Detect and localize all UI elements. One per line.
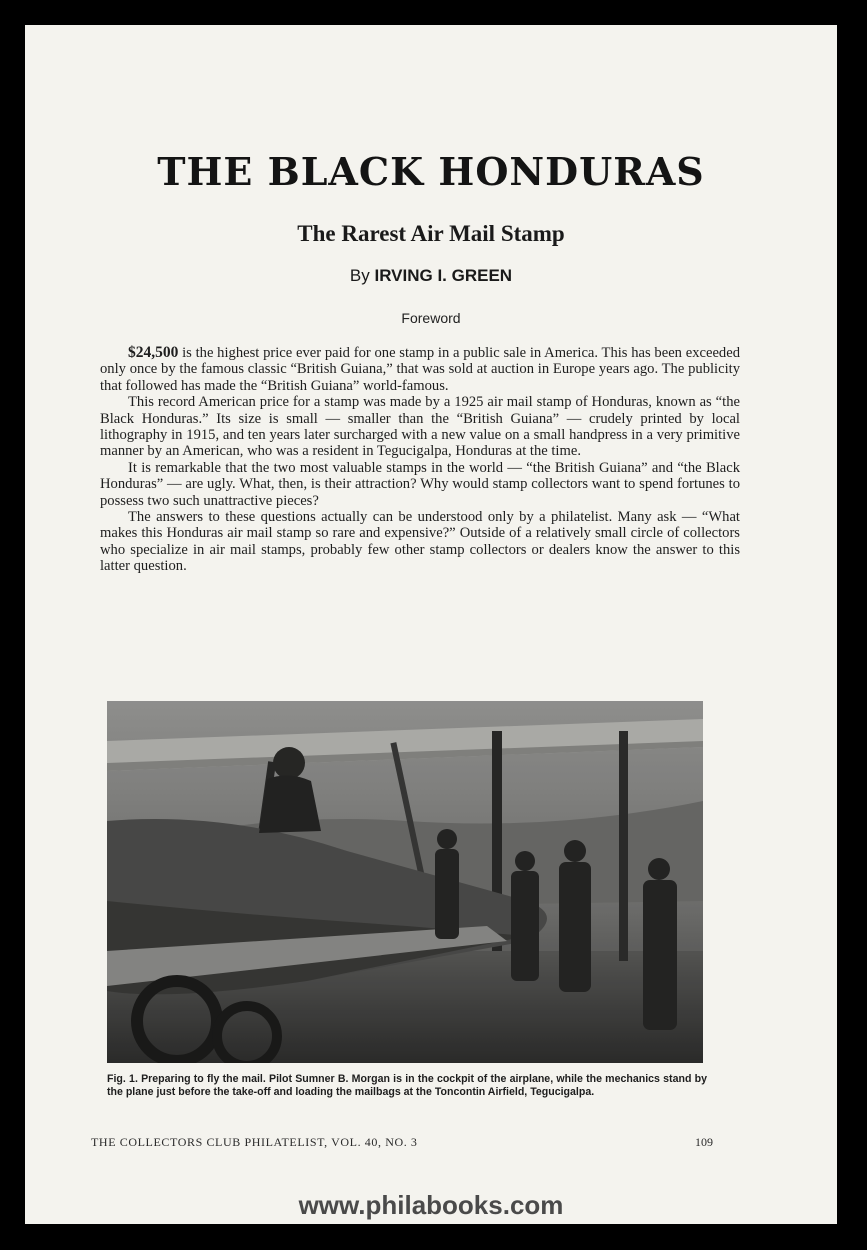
paragraph-3: It is remarkable that the two most valuable stamps in the world — “the British Guiana” and “the Black Honduras” — are ugly. What, then, is their attraction? Why would stamp collectors want to spend fortunes to possess two such unattractive pieces? [100,459,740,509]
byline-prefix: By [349,266,375,285]
paragraph-2: This record American price for a stamp was made by a 1925 air mail stamp of Honduras, known as “the Black Honduras.” Its size is small — smaller than the “British Guiana” — crudely printed by local lithography in 1915, and ten years later surcharged with a new value on a small handpress in a very primitive manner by an American, who was a resident in Tegucigalpa, Honduras at the time. [100,394,740,460]
airplane-photo-illustration [107,701,703,1063]
article-subtitle: The Rarest Air Mail Stamp [297,221,565,246]
document-page [25,25,837,1224]
page-footer [91,1135,713,1150]
watermark-url: www.philabooks.com [298,1190,564,1220]
paragraph-1 [100,345,740,394]
airplane-photo [107,701,703,1063]
paragraph-1-text: is the highest price ever paid for one stamp in a public sale in America. This has been exceeded only once by the famous classic “British Guiana,” that was sold at auction in Europe years ago. The publicity that followed has made the “British Guiana” world-famous. [100,345,740,394]
journal-name: THE COLLECTORS CLUB PHILATELIST, VOL. 40, NO. 3 [91,1135,418,1149]
price-lead: $24,500 [128,344,179,361]
figure-caption: Fig. 1. Preparing to fly the mail. Pilot Sumner B. Morgan is in the cockpit of the airplane, while the mechanics stand by the plane just before the take-off and loading the mailbags at the Toncontin Airfield, Tegucigalpa. [107,1073,707,1098]
paragraph-4: The answers to these questions actually can be understood only by a philatelist. Many ask — “What makes this Honduras air mail stamp so rare and expensive?” Outside of a relatively small circle of collectors who specialize in air mail stamps, probably few other stamp collectors or dealers know the answer to this latter question. [100,509,740,575]
article-title: THE BLACK HONDURAS [157,149,705,194]
page-number: 109 [695,1135,713,1149]
section-heading-foreword: Foreword [401,310,461,326]
byline [25,266,837,286]
author-name: IRVING I. GREEN [374,266,513,285]
article-body [100,345,740,575]
